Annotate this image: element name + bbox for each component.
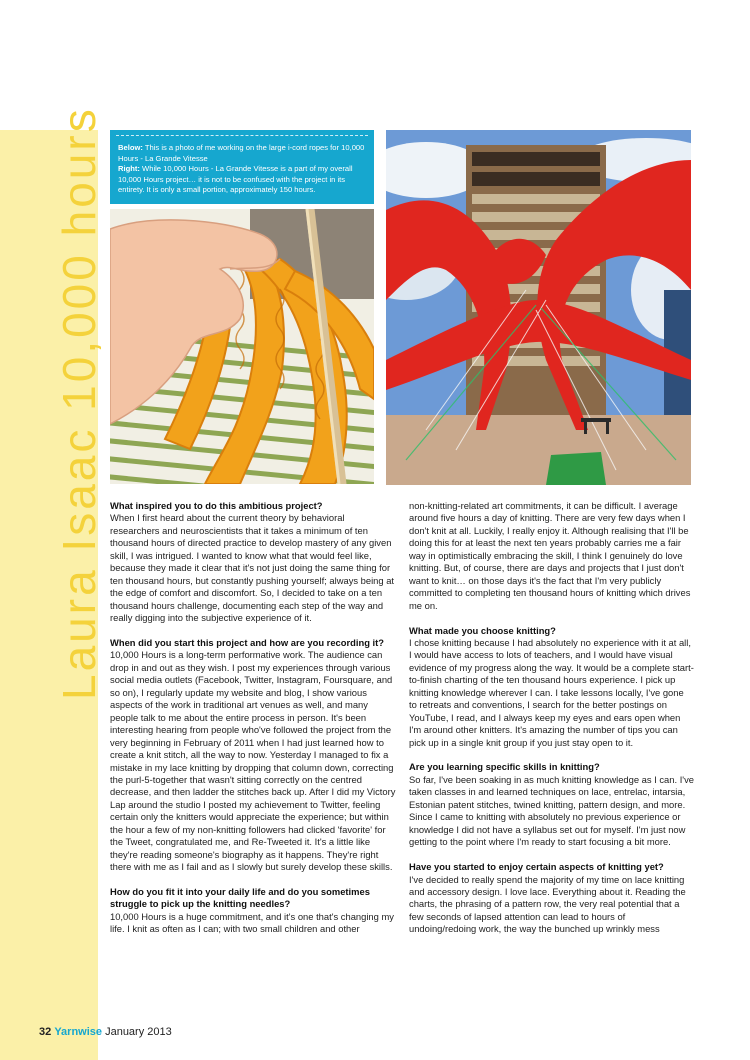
- question-specific-skills: Are you learning specific skills in knitting?: [409, 761, 600, 773]
- answer-specific-skills: So far, I've been soaking in as much knitting knowledge as I can. I've taken classes in and learned techniques on lace, entrelac, intarsia, Estonian patent stitches, twined knitting, pattern design, and more. Since I came to knitting with absolutely no previous experience or knowledge I did not have a syllabus set out for myself. I'm just now getting to the point where I'm ready to start focusing a bit more.: [409, 773, 694, 848]
- sculpture-illustration: [386, 130, 691, 485]
- answer-daily-life-part1: 10,000 Hours is a huge commitment, and it's one that's changing my life. I knit as often as I can; with two small children and other: [110, 910, 394, 935]
- magazine-name: Yarnwise: [54, 1026, 103, 1038]
- answer-daily-life-part2: non-knitting-related art commitments, it can be difficult. I average around five hours a day of knitting. There are very few days when I don't knit at all. Luckily, I really enjoy it. Although realising that I'll be doing this for at least the next ten years probably carries me a fair way in optimistically embracing the skill, I think I genuinely do love knitting. But, of course, there are days and projects that I just don't want to knit… on those days it's the fact that I'm very publicly committed to completing ten thousand hours of knitting which drives me on.: [409, 500, 691, 611]
- question-why-knitting: What made you choose knitting?: [409, 624, 556, 636]
- page-footer: [39, 1026, 172, 1038]
- photo-caption: [110, 130, 374, 204]
- answer-enjoy-aspects: I've decided to really spend the majority of my time on lace knitting and accessory design. I love lace. Everything about it. Reading the charts, the phrasing of a pattern row, the very real potential that a few seconds of lapsed attention can lead to hours of undoing/redoing work, the way the bunched up wrinkly mess: [409, 873, 686, 935]
- issue-date: January 2013: [105, 1026, 172, 1038]
- question-enjoy-aspects: Have you started to enjoy certain aspects of knitting yet?: [409, 861, 664, 873]
- answer-start-recording: 10,000 Hours is a long-term performative work. The audience can drop in and out as they wish. I post my experiences through various social media outlets (Facebook, Twitter, Instagram, Foursquare, and so on), I regularly update my website and blog, I show various aspects of the work in traditional art venues as well, and many people talk to me about the entire process in person. It's been interesting hearing from people who've followed the project from the very beginning in February of 2011 when I had just learned how to create a knit stitch, all the way to now. Yesterday I managed to fix a mistake in my lace knitting by dropping that column down, correcting the purl-5-together that wasn't sitting correctly on the centred decrease, and then ladder the stitches back up. After I did my Victory Lap around the studio I posted my achievement to Twitter, feeling certain only the knitters would appreciate the experience; but within the hour a few of my non-knitting followers had clicked 'favorite' for the Tweet, congratulated me, and Re-Tweeted it. It's a little like they're reading someone's biography as it happens. They're right there with me as I fail and as I slowly but surely develop these skills.: [110, 649, 396, 873]
- article-column-right: [409, 500, 694, 936]
- sculpture-photo: [386, 130, 691, 485]
- article-column-left: [110, 500, 396, 936]
- page-number: 32: [39, 1026, 52, 1038]
- answer-inspiration: When I first heard about the current theory by behavioral researchers and neuroscientists that it takes a minimum of ten thousand hours of directed practice to develop mastery of any given skill, I was intrigued. I wanted to know what that would feel like, because they made it clear that it's not just doing the same thing for ten thousand hours, but constantly pushing yourself; always being at the edge of comfort and discomfort. So, I decided to take on a ten thousand hours challenge, documenting each step of the way and really digging into the subjective experience of it.: [110, 512, 395, 624]
- caption-right-label: Right:: [118, 164, 140, 174]
- knitting-photo: [110, 209, 374, 484]
- caption-right-text: While 10,000 Hours - La Grande Vitesse is a part of my overall 10,000 Hours project… it is not to be confused with the project in its entirety. It is only a small portion, approximately 150 hours.: [118, 164, 353, 195]
- question-daily-life: How do you fit it into your daily life and do you sometimes struggle to pick up the knitting needles?: [110, 886, 370, 910]
- question-inspiration: What inspired you to do this ambitious project?: [110, 500, 323, 511]
- side-title: Laura Isaac 10,000 hours: [53, 106, 105, 700]
- caption-below-text: This is a photo of me working on the large i-cord ropes for 10,000 Hours - La Grande Vitesse: [118, 143, 365, 163]
- caption-below-label: Below:: [118, 143, 143, 152]
- knitting-illustration: [110, 209, 374, 484]
- question-start-recording: When did you start this project and how are you recording it?: [110, 636, 384, 648]
- answer-why-knitting: I chose knitting because I had absolutely no experience with it at all, I would have access to lots of teachers, and I would have visual evidence of my progress along the way. It would be a complete start-to-finish charting of the ten thousand hours experience. I pick up knitting knowledge wherever I can. I take lessons locally, I've gone to retreats and conventions, I search for the better postings on YouTube, I read, and I always keep my eyes and ears open when I'm around other knitters. It's amazing the number of tips you can pick up in a single knit group if you just stay open to it.: [409, 636, 694, 748]
